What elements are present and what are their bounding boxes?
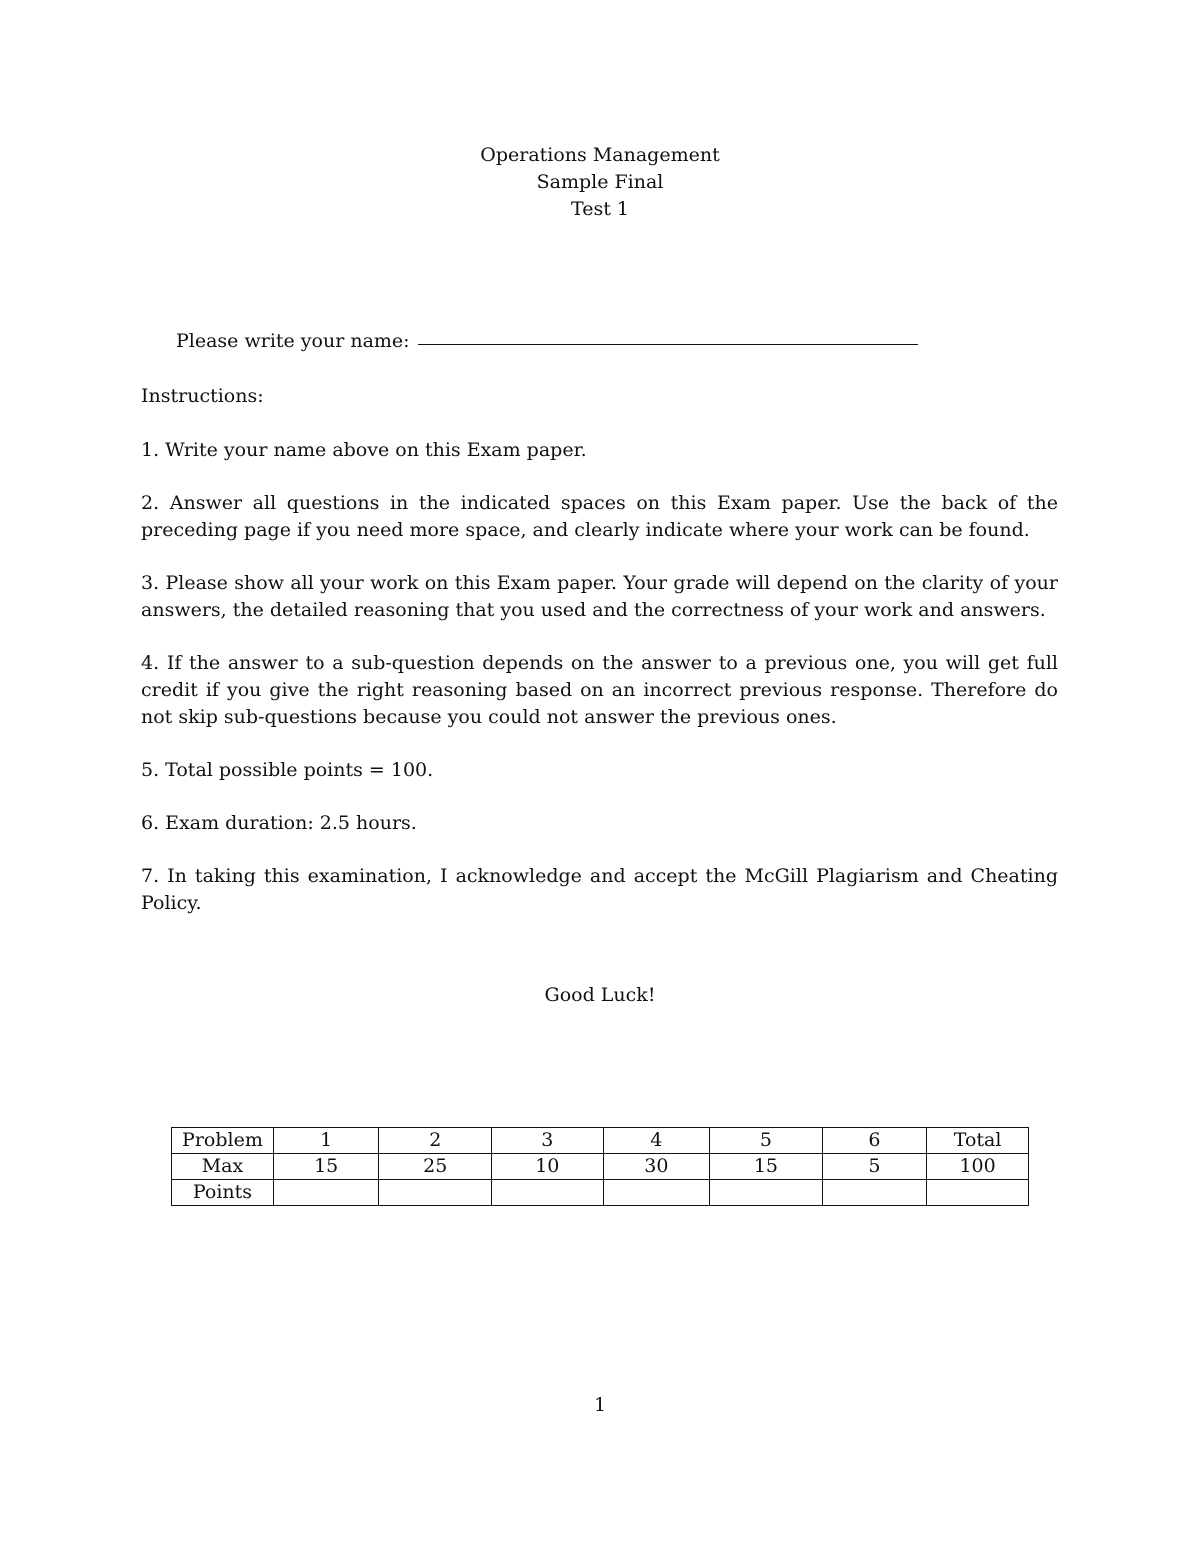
instruction-item: 7. In taking this examination, I acknowledge and accept the McGill Plagiarism and Cheating Policy. [141,865,1058,914]
points-entry-cell[interactable] [603,1180,710,1206]
table-cell: 1 [273,1128,379,1154]
table-cell: 15 [273,1154,379,1180]
table-cell: 4 [603,1128,710,1154]
good-luck-text: Good Luck! [544,984,656,1006]
exam-title-block [0,142,1200,223]
table-cell: Total [927,1128,1029,1154]
points-entry-cell[interactable] [273,1180,379,1206]
table-cell: 2 [379,1128,492,1154]
instruction-item: 4. If the answer to a sub-question depends on the answer to a previous one, you will get full credit if you give the right reasoning based on an incorrect previous response. Therefore do not skip sub-questions because you could not answer the previous ones. [141,652,1058,728]
instruction-item: 2. Answer all questions in the indicated spaces on this Exam paper. Use the back of the preceding page if you need more space, and clearly indicate where your work can be found. [141,492,1058,541]
exam-subtitle: Sample Final [536,171,664,193]
table-cell: 5 [822,1154,927,1180]
score-table-max-row [172,1154,1029,1180]
instruction-item: 1. Write your name above on this Exam paper. [141,439,587,461]
score-table-points-row [172,1180,1029,1206]
points-entry-cell[interactable] [927,1180,1029,1206]
table-cell: 5 [710,1128,823,1154]
test-label: Test 1 [571,198,629,220]
score-table [171,1127,1029,1206]
table-cell: Points [172,1180,274,1206]
table-cell: 6 [822,1128,927,1154]
instructions-section [141,383,1058,943]
points-entry-cell[interactable] [822,1180,927,1206]
table-cell: 15 [710,1154,823,1180]
instruction-item: 5. Total possible points = 100. [141,759,434,781]
instructions-heading: Instructions: [141,385,264,407]
table-cell: 10 [492,1154,604,1180]
name-blank-line[interactable] [418,343,918,345]
points-entry-cell[interactable] [492,1180,604,1206]
table-cell: 100 [927,1154,1029,1180]
table-cell: Problem [172,1128,274,1154]
course-title: Operations Management [480,144,720,166]
page-number: 1 [593,1394,607,1416]
name-field-row [176,330,918,352]
instruction-item: 3. Please show all your work on this Exam paper. Your grade will depend on the clarity of your answers, the detailed reasoning that you used and the correctness of your work and answers. [141,572,1058,621]
score-table-header-row [172,1128,1029,1154]
points-entry-cell[interactable] [710,1180,823,1206]
table-cell: 30 [603,1154,710,1180]
instruction-item: 6. Exam duration: 2.5 hours. [141,812,417,834]
points-entry-cell[interactable] [379,1180,492,1206]
table-cell: Max [172,1154,274,1180]
name-prompt: Please write your name: [176,330,410,352]
table-cell: 25 [379,1154,492,1180]
table-cell: 3 [492,1128,604,1154]
